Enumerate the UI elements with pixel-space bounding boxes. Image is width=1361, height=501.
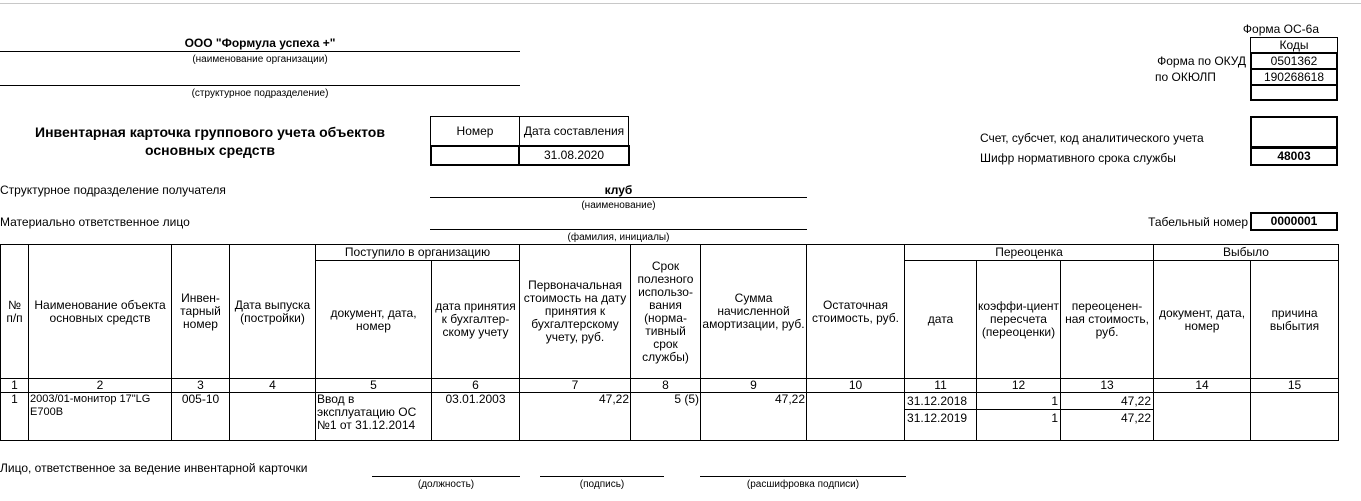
decode-line bbox=[700, 476, 906, 477]
cell-acceptance-date: 03.01.2003 bbox=[432, 393, 520, 441]
revaluated-cost: 47,22 bbox=[1061, 409, 1153, 425]
account-value bbox=[1250, 116, 1338, 148]
cell-initial-cost: 47,22 bbox=[520, 393, 631, 441]
codes-header: Коды bbox=[1250, 37, 1338, 53]
th-inventory-number: Инвен-тарный номер bbox=[172, 245, 230, 379]
cipher-label: Шифр нормативного срока службы bbox=[980, 151, 1176, 165]
th-amortization: Сумма начисленной амортизации, руб. bbox=[701, 245, 807, 379]
cell-disposal-doc bbox=[1154, 393, 1251, 441]
top-border bbox=[0, 3, 1361, 4]
tab-number-label: Табельный номер bbox=[1148, 215, 1248, 229]
okud-value: 0501362 bbox=[1250, 52, 1338, 70]
col-number: 4 bbox=[230, 379, 316, 393]
cell-num: 1 bbox=[1, 393, 29, 441]
okpo-label: по ОКЮЛП bbox=[1155, 70, 1216, 84]
cell-amortization: 47,22 bbox=[701, 393, 807, 441]
col-number: 15 bbox=[1251, 379, 1339, 393]
cell-release-date bbox=[230, 393, 316, 441]
cell-revaluation-date bbox=[905, 393, 977, 441]
col-number: 1 bbox=[1, 379, 29, 393]
th-disposal-reason: причина выбытия bbox=[1251, 261, 1339, 379]
sign-line bbox=[540, 476, 664, 477]
th-revaluation-coef: коэффи-циент пересчета (переоценки) bbox=[977, 261, 1061, 379]
col-number: 12 bbox=[977, 379, 1061, 393]
revaluated-cost: 47,22 bbox=[1120, 394, 1152, 408]
okpo-value: 190268618 bbox=[1250, 68, 1338, 86]
codes-extra-value bbox=[1250, 84, 1338, 101]
col-number: 2 bbox=[29, 379, 172, 393]
th-num: № п/п bbox=[1, 245, 29, 379]
number-label: Номер bbox=[430, 116, 520, 146]
col-number: 8 bbox=[631, 379, 701, 393]
form-code-title: Форма ОС-6а bbox=[1242, 22, 1319, 36]
sign-caption: (подпись) bbox=[579, 479, 625, 490]
revaluation-date: 31.12.2018 bbox=[907, 394, 968, 408]
cipher-value: 48003 bbox=[1250, 147, 1338, 166]
responsible-label: Материально ответственное лицо bbox=[0, 215, 190, 229]
col-number: 9 bbox=[701, 379, 807, 393]
cell-inventory-number: 005-10 bbox=[172, 393, 230, 441]
th-acceptance-date: дата принятия к бухгалтер-скому учету bbox=[432, 261, 520, 379]
tab-number-value: 0000001 bbox=[1250, 212, 1338, 231]
col-number: 3 bbox=[172, 379, 230, 393]
th-disposal-doc: документ, дата, номер bbox=[1154, 261, 1251, 379]
decode-caption: (расшифровка подписи) bbox=[746, 479, 860, 490]
revaluation-coef: 1 bbox=[977, 409, 1060, 425]
organization-line bbox=[0, 51, 520, 52]
th-received-doc: документ, дата, номер bbox=[316, 261, 432, 379]
receiver-caption: (наименование) bbox=[581, 200, 656, 211]
th-revaluation-date: дата bbox=[905, 261, 977, 379]
th-release-date: Дата выпуска (постройки) bbox=[230, 245, 316, 379]
th-disposal-group: Выбыло bbox=[1154, 245, 1339, 261]
th-revaluation-group: Переоценка bbox=[905, 245, 1154, 261]
col-number: 10 bbox=[807, 379, 905, 393]
date-value: 31.08.2020 bbox=[518, 145, 630, 166]
inventory-table bbox=[0, 244, 1339, 441]
col-number: 11 bbox=[905, 379, 977, 393]
col-number: 6 bbox=[432, 379, 520, 393]
cell-disposal-reason bbox=[1251, 393, 1339, 441]
responsible-line bbox=[430, 229, 807, 230]
date-label: Дата составления bbox=[519, 116, 629, 146]
receiver-label: Структурное подразделение получателя bbox=[0, 183, 226, 197]
cell-name: 2003/01-монитор 17"LG E700B bbox=[29, 393, 172, 441]
revaluation-date: 31.12.2019 bbox=[905, 409, 976, 425]
position-line bbox=[372, 476, 520, 477]
organization-caption: (наименование организации) bbox=[192, 54, 328, 65]
col-number: 7 bbox=[520, 379, 631, 393]
card-title: Инвентарная карточка группового учета объектов основных средств bbox=[35, 124, 385, 158]
receiver-line bbox=[430, 197, 807, 198]
cell-received-doc: Ввод в эксплуатацию ОС №1 от 31.12.2014 bbox=[316, 393, 432, 441]
th-residual-cost: Остаточная стоимость, руб. bbox=[807, 245, 905, 379]
col-number: 13 bbox=[1061, 379, 1154, 393]
account-label: Счет, субсчет, код аналитического учета bbox=[980, 131, 1204, 145]
cell-revaluation-coef bbox=[977, 393, 1061, 441]
revaluation-coef: 1 bbox=[1051, 394, 1059, 408]
col-number: 14 bbox=[1154, 379, 1251, 393]
th-received-group: Поступило в организацию bbox=[316, 245, 520, 261]
th-useful-life: Срок полезного использо-вания (норма-тивный срок службы) bbox=[631, 245, 701, 379]
number-value bbox=[430, 145, 520, 166]
th-name: Наименование объекта основных средств bbox=[29, 245, 172, 379]
receiver-value: клуб bbox=[604, 183, 633, 197]
responsible-caption: (фамилия, инициалы) bbox=[567, 232, 670, 243]
th-revaluated-cost: переоценен-ная стоимость, руб. bbox=[1061, 261, 1154, 379]
cell-residual-cost bbox=[807, 393, 905, 441]
division-line bbox=[0, 85, 520, 86]
col-number: 5 bbox=[316, 379, 432, 393]
organization-name: ООО "Формула успеха +" bbox=[184, 36, 336, 50]
table-row bbox=[1, 393, 1339, 441]
division-caption: (структурное подразделение) bbox=[191, 88, 329, 99]
cell-revaluated-cost bbox=[1061, 393, 1154, 441]
okud-label: Форма по ОКУД bbox=[1157, 54, 1246, 68]
position-caption: (должность) bbox=[417, 479, 475, 490]
th-initial-cost: Первоначальная стоимость на дату принятия к бухгалтерскому учету, руб. bbox=[520, 245, 631, 379]
cell-useful-life: 5 (5) bbox=[631, 393, 701, 441]
signature-label: Лицо, ответственное за ведение инвентарной карточки bbox=[0, 461, 308, 475]
